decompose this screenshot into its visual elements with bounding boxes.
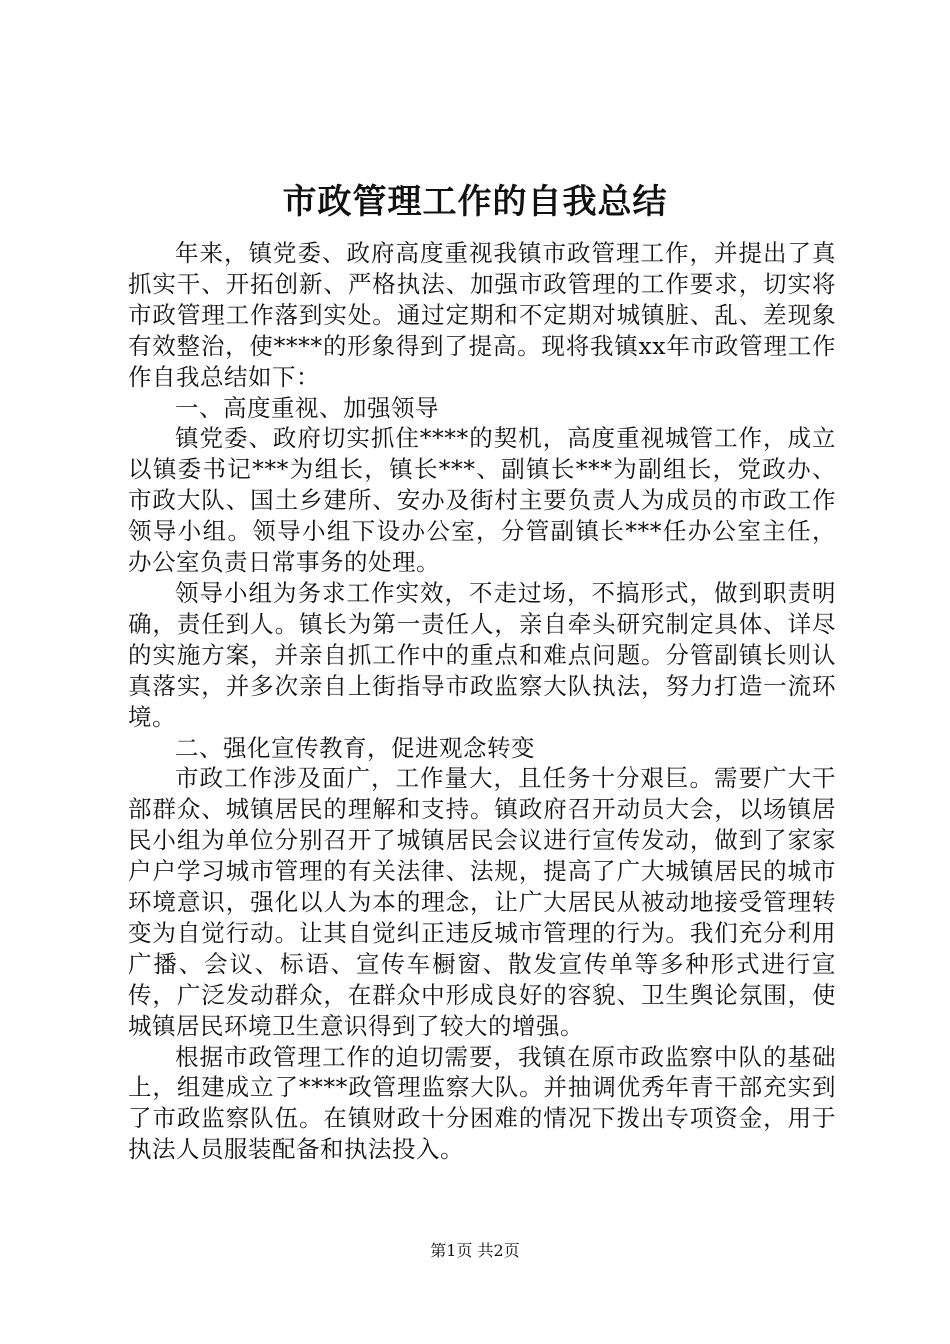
paragraph-responsibilities: 领导小组为务求工作实效，不走过场，不搞形式，做到职责明确，责任到人。镇长为第一责任人，亲自牵头研究制定具体、详尽的实施方案，并亲自抓工作中的重点和难点问题。分管副镇长则认真落实，并多次亲自上街指导市政监察大队执法，努力打造一流环境。 [128,578,836,731]
section-heading-2: 二、强化宣传教育，促进观念转变 [175,733,535,762]
paragraph-intro: 年来，镇党委、政府高度重视我镇市政管理工作，并提出了真抓实干、开拓创新、严格执法、加强市政管理的工作要求，切实将市政管理工作落到实处。通过定期和不定期对城镇脏、乱、差现象有效整治，使****的形象得到了提高。现将我镇xx年市政管理工作作自我总结如下： [128,239,836,391]
page-footer: 第1页 共2页 [430,1241,520,1260]
paragraph-enforcement-team: 根据市政管理工作的迫切需要，我镇在原市政监察中队的基础上，组建成立了****政管理监察大队。并抽调优秀年青干部充实到了市政监察队伍。在镇财政十分困难的情况下拨出专项资金，用于执法人员服装配备和执法投入。 [128,1042,836,1164]
paragraph-publicity: 市政工作涉及面广，工作量大，且任务十分艰巨。需要广大干部群众、城镇居民的理解和支持。镇政府召开动员大会，以场镇居民小组为单位分别召开了城镇居民会议进行宣传发动，做到了家家户户学习城市管理的有关法律、法规，提高了广大城镇居民的城市环境意识，强化以人为本的理念，让广大居民从被动地接受管理转变为自觉行动。让其自觉纠正违反城市管理的行为。我们充分利用广播、会议、标语、宣传车橱窗、散发宣传单等多种形式进行宣传，广泛发动群众，在群众中形成良好的容貌、卫生舆论氛围，使城镇居民环境卫生意识得到了较大的增强。 [128,764,836,1040]
document-title: 市政管理工作的自我总结 [282,182,668,222]
paragraph-leadership-group: 镇党委、政府切实抓住****的契机，高度重视城管工作，成立以镇委书记***为组长，镇长***、副镇长***为副组长，党政办、市政大队、国土乡建所、安办及街村主要负责人为成员的市政工作领导小组。领导小组下设办公室，分管副镇长***任办公室主任，办公室负责日常事务的处理。 [128,424,836,577]
section-heading-1: 一、高度重视、加强领导 [175,393,439,422]
document-body [128,238,836,1165]
